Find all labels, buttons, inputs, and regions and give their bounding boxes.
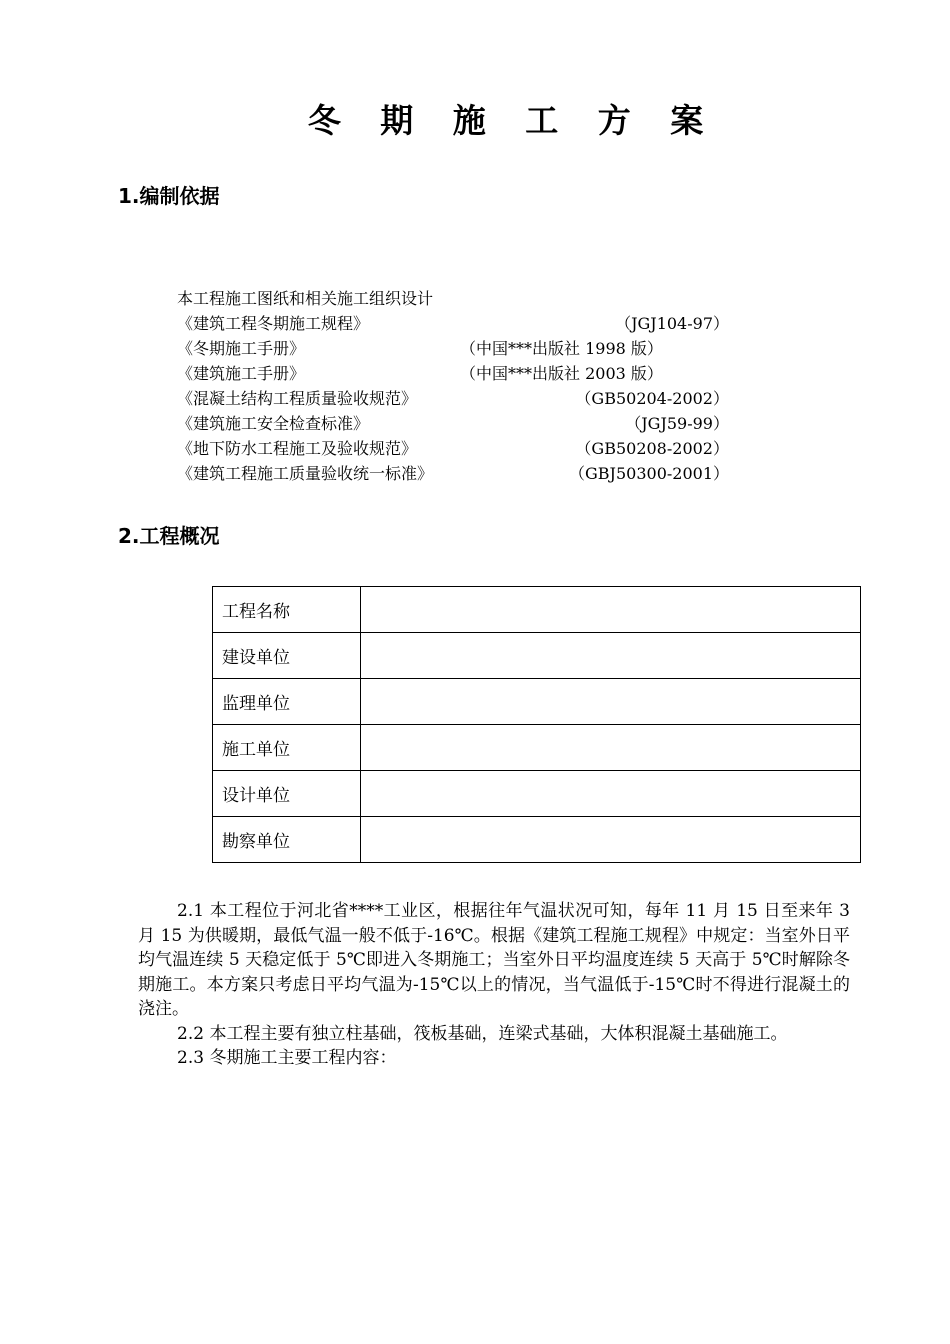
table-label: 设计单位: [213, 771, 361, 817]
reference-name: 《地下防水工程施工及验收规范》: [177, 439, 418, 458]
paragraph: 2.1 本工程位于河北省****工业区，根据往年气温状况可知，每年 11 月 15 日至来年 3 月 15 为供暖期，最低气温一般不低于-16℃。根据《建筑工程施工规程》中规定：当室外日平均气温连续 5 天稳定低于 5℃即进入冬期施工；当室外日平均温度连续 5 天高于 5℃时解除冬期施工。本方案只考虑日平均气温为-15℃以上的情况，当气温低于-15℃时不得进行混凝土的浇注。: [138, 901, 850, 1019]
reference-name: 《建筑工程冬期施工规程》: [177, 314, 370, 333]
table-value: [361, 771, 861, 817]
paragraph: 2.3 冬期施工主要工程内容：: [177, 1048, 397, 1068]
reference-name: 《建筑施工手册》: [177, 364, 306, 383]
section-heading-overview: 2.工程概况: [118, 524, 220, 548]
reference-code: （GBJ50300-2001）: [569, 464, 729, 483]
table-value: [361, 725, 861, 771]
reference-name: 《建筑工程施工质量验收统一标准》: [177, 464, 434, 483]
reference-item: [177, 361, 729, 386]
table-label: 建设单位: [213, 633, 361, 679]
reference-publisher: （中国***出版社 2003 版）: [460, 364, 663, 383]
table-label: 施工单位: [213, 725, 361, 771]
table-value: [361, 817, 861, 863]
table-value: [361, 679, 861, 725]
table-value: [361, 587, 861, 633]
section-heading-basis: 1.编制依据: [118, 184, 220, 208]
reference-name: 《建筑施工安全检查标准》: [177, 414, 370, 433]
table-label: 监理单位: [213, 679, 361, 725]
reference-list: [177, 286, 729, 486]
table-row: [213, 817, 861, 863]
reference-item: [177, 436, 729, 461]
reference-name: 《混凝土结构工程质量验收规范》: [177, 389, 418, 408]
table-label: 工程名称: [213, 587, 361, 633]
table-row: [213, 679, 861, 725]
reference-item: [177, 411, 729, 436]
reference-code: （GB50204-2002）: [575, 389, 729, 408]
reference-code: （GB50208-2002）: [575, 439, 729, 458]
paragraph: 2.2 本工程主要有独立柱基础，筏板基础，连梁式基础，大体积混凝土基础施工。: [177, 1023, 788, 1044]
table-value: [361, 633, 861, 679]
reference-intro: 本工程施工图纸和相关施工组织设计: [177, 289, 434, 308]
reference-item: [177, 311, 729, 336]
table-label: 勘察单位: [213, 817, 361, 863]
reference-name: 《冬期施工手册》: [177, 339, 306, 358]
table-row: [213, 771, 861, 817]
table-row: [213, 633, 861, 679]
reference-publisher: （中国***出版社 1998 版）: [460, 339, 663, 358]
reference-item: [177, 386, 729, 411]
document-title: 冬 期 施 工 方 案: [307, 101, 718, 140]
table-row: [213, 725, 861, 771]
project-info-table: [212, 586, 861, 863]
table-row: [213, 587, 861, 633]
reference-code: （JGJ59-99）: [625, 414, 729, 433]
overview-body: [138, 899, 850, 1071]
reference-item: [177, 461, 729, 486]
reference-code: （JGJ104-97）: [615, 314, 729, 333]
reference-item: [177, 336, 729, 361]
